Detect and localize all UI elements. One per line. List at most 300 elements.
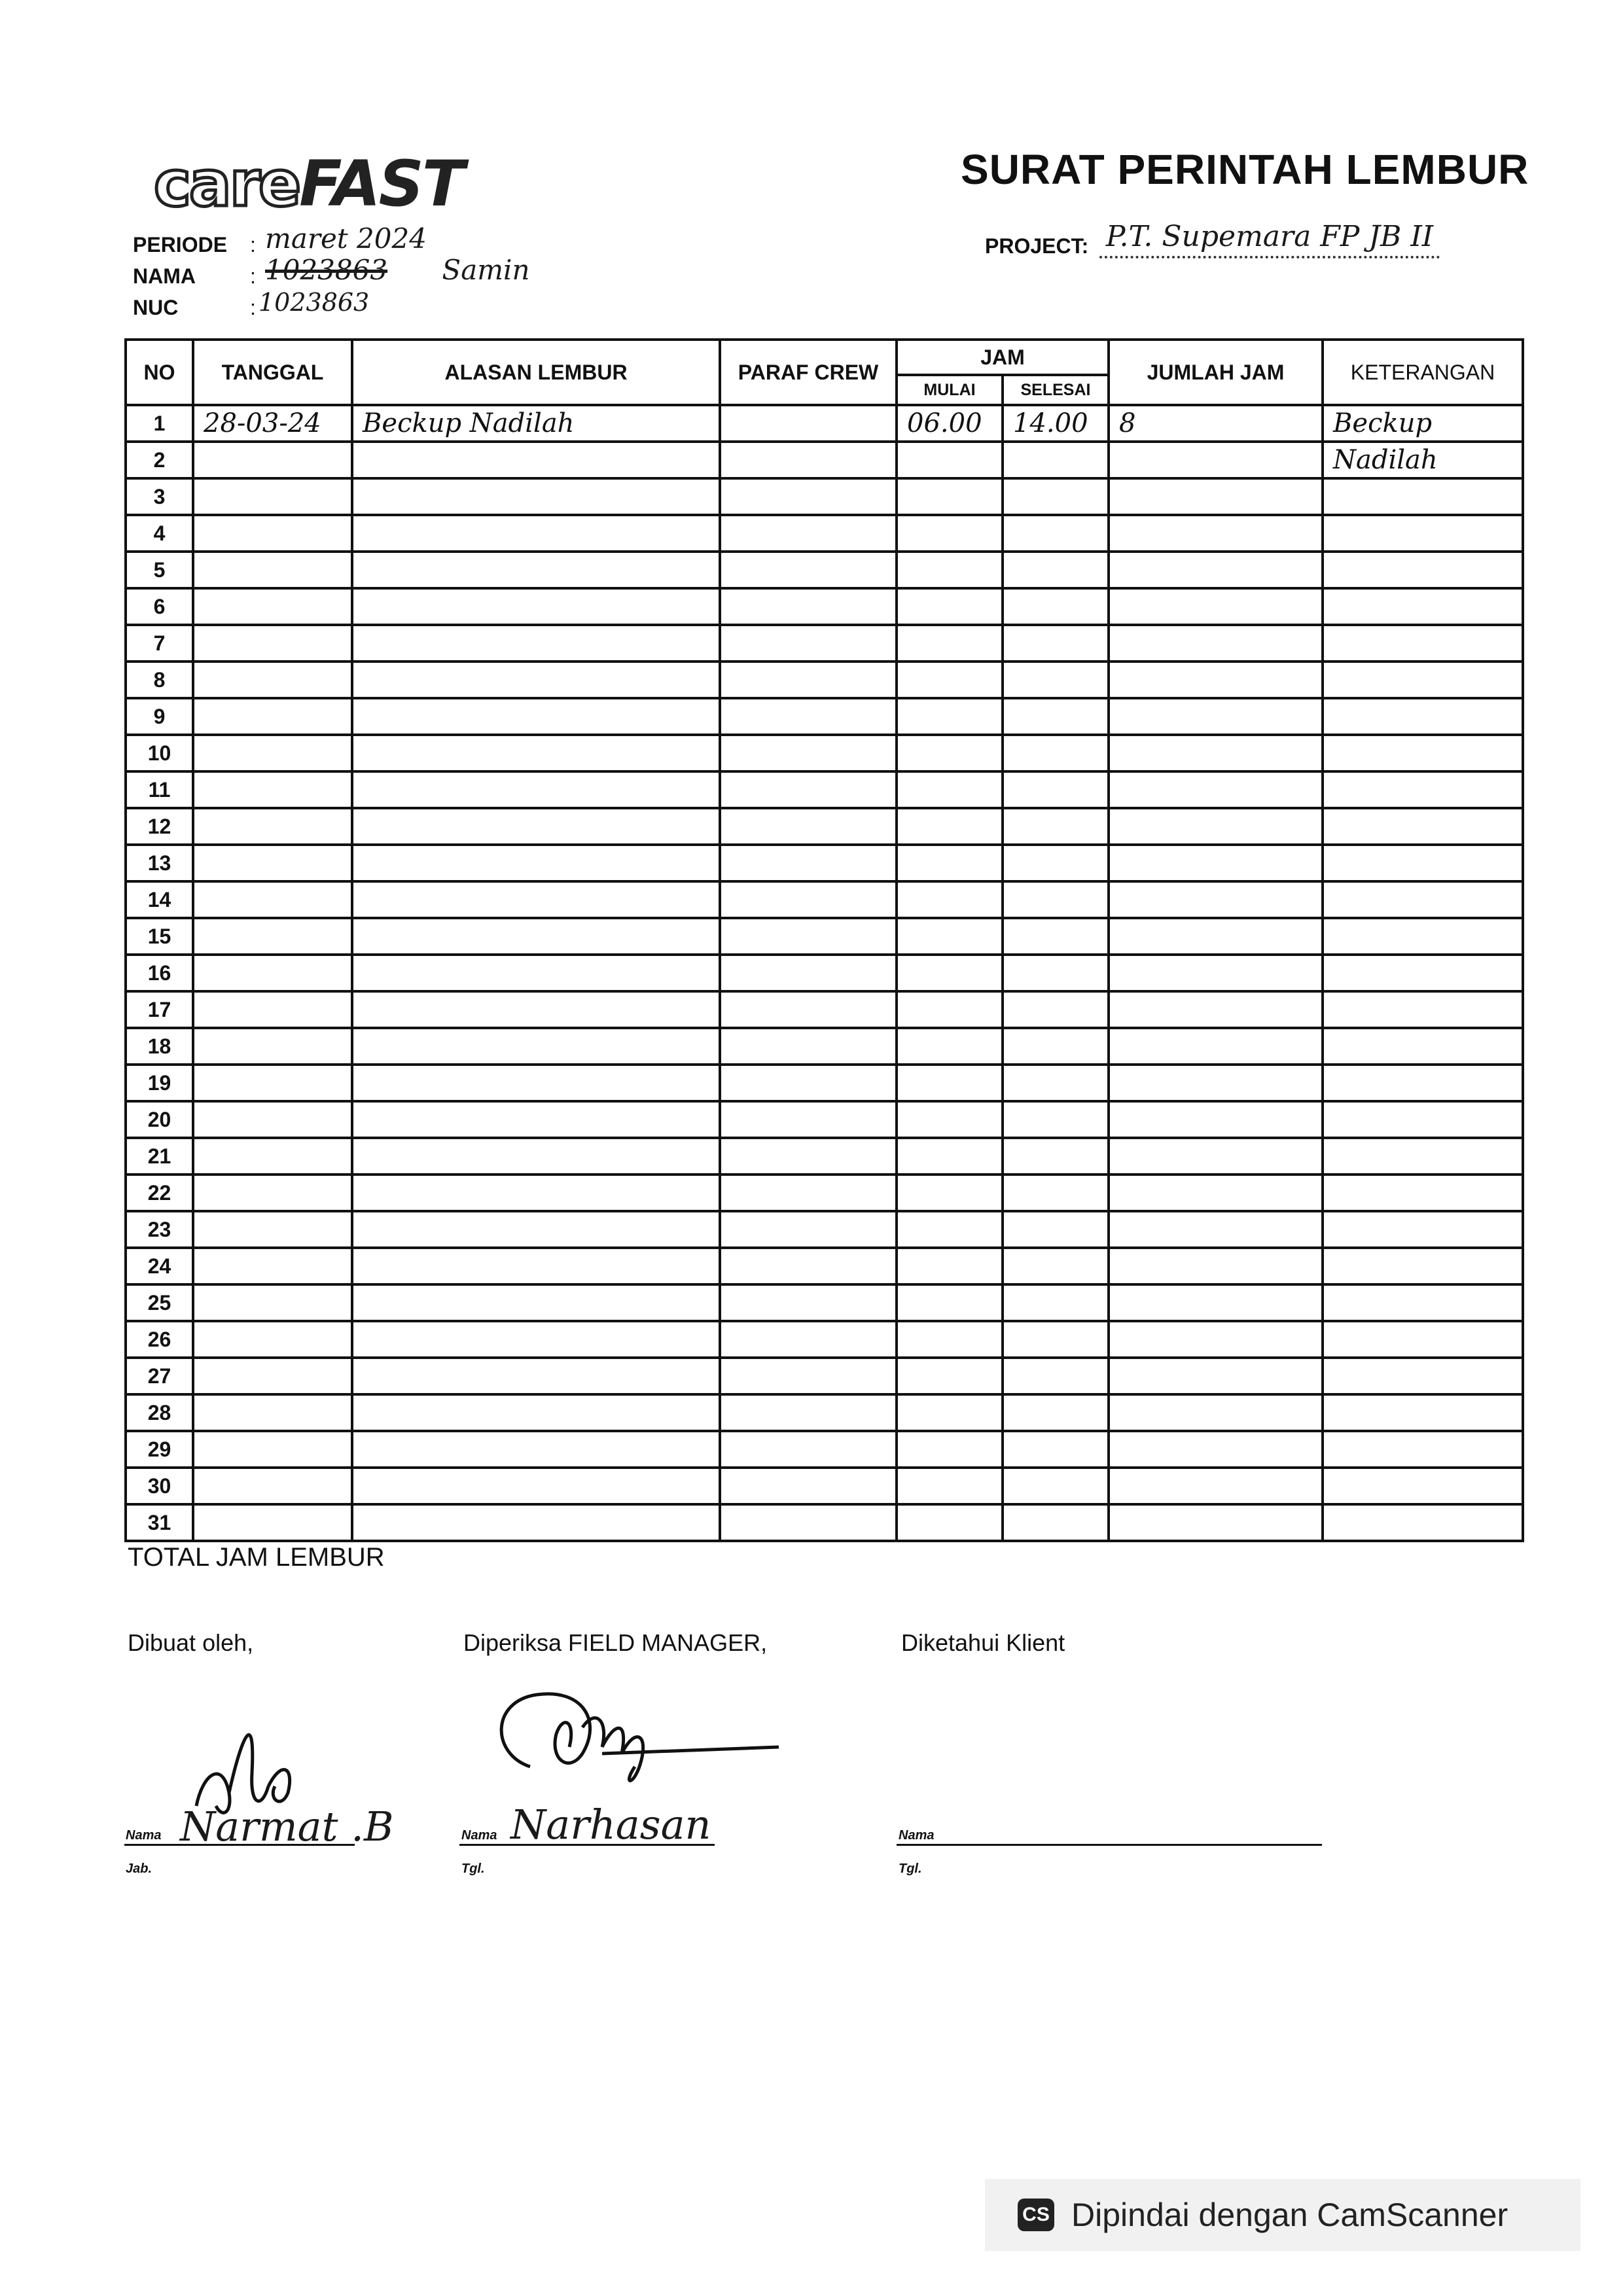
cell-jumlah	[1109, 478, 1323, 515]
table-row	[126, 881, 1523, 918]
signature-line	[459, 1844, 715, 1846]
nama-label: NAMA	[133, 264, 196, 288]
cell-alasan	[352, 1101, 720, 1138]
cell-no: 2	[126, 442, 193, 478]
cell-paraf	[720, 588, 897, 625]
cell-paraf	[720, 735, 897, 771]
cell-jumlah	[1109, 625, 1323, 662]
cell-mulai	[897, 1248, 1003, 1284]
cell-alasan	[352, 771, 720, 808]
cell-keterangan	[1323, 955, 1523, 991]
periode-value: maret 2024	[265, 222, 427, 255]
cell-mulai	[897, 552, 1003, 588]
cell-mulai	[897, 845, 1003, 881]
checked-by-name-label: Nama	[461, 1828, 497, 1843]
cell-no: 15	[126, 918, 193, 955]
total-jam-label: TOTAL JAM LEMBUR	[128, 1543, 385, 1572]
cell-keterangan	[1323, 808, 1523, 845]
cell-keterangan	[1323, 478, 1523, 515]
cell-selesai	[1003, 771, 1109, 808]
cell-paraf	[720, 918, 897, 955]
cell-keterangan	[1323, 1065, 1523, 1101]
cell-no: 30	[126, 1468, 193, 1504]
cell-jumlah	[1109, 588, 1323, 625]
cell-no: 29	[126, 1431, 193, 1468]
cell-paraf	[720, 1284, 897, 1321]
table-row	[126, 478, 1523, 515]
col-header-tanggal: TANGGAL	[193, 340, 352, 405]
cell-tanggal	[193, 1101, 352, 1138]
cell-tanggal: 28-03-24	[193, 405, 352, 442]
cell-mulai	[897, 918, 1003, 955]
camscanner-text: Dipindai dengan CamScanner	[1071, 2197, 1508, 2233]
cell-mulai	[897, 588, 1003, 625]
cell-alasan	[352, 808, 720, 845]
cell-selesai	[1003, 1211, 1109, 1248]
cell-selesai	[1003, 1394, 1109, 1431]
cell-tanggal	[193, 588, 352, 625]
cell-paraf	[720, 955, 897, 991]
cell-mulai	[897, 478, 1003, 515]
col-header-paraf: PARAF CREW	[720, 340, 897, 405]
client-sub-label: Tgl.	[899, 1862, 922, 1876]
cell-mulai	[897, 625, 1003, 662]
cell-jumlah	[1109, 1101, 1323, 1138]
cell-keterangan: Beckup	[1323, 405, 1523, 442]
cell-tanggal	[193, 442, 352, 478]
cell-paraf	[720, 1394, 897, 1431]
cell-jumlah	[1109, 991, 1323, 1028]
cell-tanggal	[193, 1138, 352, 1174]
cell-jumlah	[1109, 1321, 1323, 1358]
periode-label: PERIODE	[133, 233, 228, 256]
cell-jumlah	[1109, 735, 1323, 771]
cell-selesai	[1003, 845, 1109, 881]
cell-no: 20	[126, 1101, 193, 1138]
cell-selesai	[1003, 625, 1109, 662]
cell-alasan	[352, 662, 720, 698]
made-by-heading: Dibuat oleh,	[128, 1629, 254, 1656]
cell-selesai	[1003, 808, 1109, 845]
cell-no: 18	[126, 1028, 193, 1065]
cell-mulai	[897, 1321, 1003, 1358]
cell-selesai	[1003, 991, 1109, 1028]
cell-keterangan	[1323, 735, 1523, 771]
cell-tanggal	[193, 845, 352, 881]
cell-no: 28	[126, 1394, 193, 1431]
cell-paraf	[720, 1174, 897, 1211]
cell-alasan	[352, 1431, 720, 1468]
cell-mulai	[897, 662, 1003, 698]
cell-alasan	[352, 955, 720, 991]
table-row	[126, 1394, 1523, 1431]
cell-jumlah	[1109, 1028, 1323, 1065]
table-row	[126, 1065, 1523, 1101]
cell-jumlah	[1109, 881, 1323, 918]
cell-mulai	[897, 1028, 1003, 1065]
cell-keterangan	[1323, 588, 1523, 625]
nuc-label: NUC	[133, 296, 179, 319]
table-row	[126, 698, 1523, 735]
cell-jumlah	[1109, 698, 1323, 735]
col-header-mulai: MULAI	[897, 375, 1003, 405]
cell-jumlah	[1109, 918, 1323, 955]
cell-selesai	[1003, 918, 1109, 955]
cell-paraf	[720, 1101, 897, 1138]
cell-selesai	[1003, 588, 1109, 625]
cell-paraf	[720, 552, 897, 588]
col-header-jam: JAM	[897, 340, 1109, 375]
cell-mulai	[897, 1065, 1003, 1101]
cell-selesai	[1003, 1468, 1109, 1504]
cell-paraf	[720, 1468, 897, 1504]
cell-alasan	[352, 515, 720, 552]
col-header-selesai: SELESAI	[1003, 375, 1109, 405]
cell-no: 21	[126, 1138, 193, 1174]
project-label: PROJECT:	[985, 234, 1089, 258]
col-header-keterangan: KETERANGAN	[1323, 340, 1523, 405]
cell-mulai	[897, 991, 1003, 1028]
checked-by-name: Narhasan	[510, 1801, 711, 1848]
cell-keterangan	[1323, 1284, 1523, 1321]
table-row	[126, 1028, 1523, 1065]
cell-tanggal	[193, 1468, 352, 1504]
cell-jumlah	[1109, 1394, 1323, 1431]
overtime-table	[124, 338, 1524, 1542]
table-row	[126, 552, 1523, 588]
cell-alasan	[352, 625, 720, 662]
cell-tanggal	[193, 771, 352, 808]
table-row	[126, 1174, 1523, 1211]
cell-paraf	[720, 405, 897, 442]
cell-keterangan	[1323, 918, 1523, 955]
cell-keterangan	[1323, 1028, 1523, 1065]
cell-mulai	[897, 771, 1003, 808]
cell-mulai	[897, 1101, 1003, 1138]
cell-keterangan	[1323, 991, 1523, 1028]
cell-paraf	[720, 991, 897, 1028]
cell-selesai	[1003, 1028, 1109, 1065]
cell-no: 3	[126, 478, 193, 515]
made-by-sub-label: Jab.	[126, 1862, 152, 1876]
cell-no: 8	[126, 662, 193, 698]
cell-mulai	[897, 1394, 1003, 1431]
cell-alasan	[352, 881, 720, 918]
cell-keterangan	[1323, 1468, 1523, 1504]
cell-keterangan: Nadilah	[1323, 442, 1523, 478]
cell-no: 24	[126, 1248, 193, 1284]
cell-selesai	[1003, 1138, 1109, 1174]
cell-no: 16	[126, 955, 193, 991]
cell-no: 10	[126, 735, 193, 771]
cell-selesai	[1003, 1284, 1109, 1321]
cell-selesai	[1003, 1248, 1109, 1284]
cell-alasan	[352, 1174, 720, 1211]
cell-mulai: 06.00	[897, 405, 1003, 442]
cell-jumlah	[1109, 552, 1323, 588]
cell-keterangan	[1323, 1321, 1523, 1358]
table-row	[126, 1248, 1523, 1284]
signature-line	[897, 1844, 1322, 1846]
table-row	[126, 1358, 1523, 1394]
col-header-alasan: ALASAN LEMBUR	[352, 340, 720, 405]
cell-no: 13	[126, 845, 193, 881]
cell-keterangan	[1323, 1358, 1523, 1394]
made-by-name: Narmat .B	[180, 1803, 394, 1850]
cell-selesai	[1003, 478, 1109, 515]
table-row	[126, 1468, 1523, 1504]
cell-paraf	[720, 1504, 897, 1541]
cell-alasan	[352, 1504, 720, 1541]
cell-no: 19	[126, 1065, 193, 1101]
table-body	[126, 405, 1523, 1541]
cell-no: 7	[126, 625, 193, 662]
cell-jumlah	[1109, 1431, 1323, 1468]
table-row	[126, 845, 1523, 881]
cell-keterangan	[1323, 1138, 1523, 1174]
cell-jumlah	[1109, 1248, 1323, 1284]
cell-mulai	[897, 1504, 1003, 1541]
cell-paraf	[720, 1065, 897, 1101]
cell-jumlah	[1109, 1358, 1323, 1394]
cell-mulai	[897, 1211, 1003, 1248]
cell-no: 5	[126, 552, 193, 588]
cell-tanggal	[193, 1321, 352, 1358]
cell-paraf	[720, 845, 897, 881]
cell-no: 14	[126, 881, 193, 918]
cell-alasan	[352, 1321, 720, 1358]
cell-keterangan	[1323, 845, 1523, 881]
cell-tanggal	[193, 1028, 352, 1065]
cell-paraf	[720, 771, 897, 808]
client-name-label: Nama	[899, 1828, 935, 1843]
cell-no: 11	[126, 771, 193, 808]
cell-alasan	[352, 1358, 720, 1394]
cell-no: 9	[126, 698, 193, 735]
cell-tanggal	[193, 735, 352, 771]
cell-mulai	[897, 1284, 1003, 1321]
cell-mulai	[897, 735, 1003, 771]
colon: :	[250, 233, 256, 256]
cell-tanggal	[193, 515, 352, 552]
table-row	[126, 808, 1523, 845]
cell-jumlah: 8	[1109, 405, 1323, 442]
cell-no: 31	[126, 1504, 193, 1541]
cell-paraf	[720, 515, 897, 552]
cell-alasan	[352, 478, 720, 515]
table-row	[126, 515, 1523, 552]
cell-alasan	[352, 1065, 720, 1101]
cell-no: 23	[126, 1211, 193, 1248]
cell-mulai	[897, 698, 1003, 735]
table-row	[126, 771, 1523, 808]
table-row	[126, 1504, 1523, 1541]
cell-tanggal	[193, 918, 352, 955]
cell-mulai	[897, 1174, 1003, 1211]
cell-paraf	[720, 698, 897, 735]
cell-paraf	[720, 808, 897, 845]
cell-selesai	[1003, 1174, 1109, 1211]
cell-tanggal	[193, 662, 352, 698]
table-row	[126, 1101, 1523, 1138]
cell-no: 1	[126, 405, 193, 442]
cell-paraf	[720, 1211, 897, 1248]
signature-line	[124, 1844, 355, 1846]
table-row	[126, 1321, 1523, 1358]
cell-jumlah	[1109, 845, 1323, 881]
cell-mulai	[897, 808, 1003, 845]
cell-selesai	[1003, 1321, 1109, 1358]
cell-tanggal	[193, 808, 352, 845]
cell-tanggal	[193, 625, 352, 662]
cell-selesai	[1003, 1065, 1109, 1101]
cell-keterangan	[1323, 552, 1523, 588]
cell-paraf	[720, 1431, 897, 1468]
cell-alasan	[352, 1028, 720, 1065]
cell-paraf	[720, 1358, 897, 1394]
cell-jumlah	[1109, 1065, 1323, 1101]
cell-tanggal	[193, 1358, 352, 1394]
cell-no: 12	[126, 808, 193, 845]
cell-paraf	[720, 881, 897, 918]
carefast-logo: careFAST	[154, 147, 463, 221]
cell-jumlah	[1109, 1211, 1323, 1248]
cell-selesai	[1003, 1504, 1109, 1541]
project-value: P.T. Supemara FP JB II	[1099, 220, 1440, 258]
cell-tanggal	[193, 991, 352, 1028]
cell-no: 6	[126, 588, 193, 625]
cell-alasan	[352, 588, 720, 625]
cell-jumlah	[1109, 1284, 1323, 1321]
client-heading: Diketahui Klient	[901, 1629, 1065, 1656]
nuc-value: 1023863	[259, 288, 370, 317]
cell-selesai	[1003, 515, 1109, 552]
cell-alasan	[352, 1248, 720, 1284]
table-row	[126, 1284, 1523, 1321]
table-row	[126, 405, 1523, 442]
cell-jumlah	[1109, 771, 1323, 808]
cell-alasan	[352, 845, 720, 881]
cell-alasan	[352, 1284, 720, 1321]
cell-jumlah	[1109, 1468, 1323, 1504]
table-row	[126, 918, 1523, 955]
table-row	[126, 1211, 1523, 1248]
cell-keterangan	[1323, 1394, 1523, 1431]
cell-selesai	[1003, 955, 1109, 991]
cell-tanggal	[193, 955, 352, 991]
cell-jumlah	[1109, 1174, 1323, 1211]
cell-selesai	[1003, 881, 1109, 918]
cell-mulai	[897, 955, 1003, 991]
checked-by-sub-label: Tgl.	[461, 1862, 485, 1876]
cell-tanggal	[193, 1394, 352, 1431]
cell-no: 25	[126, 1284, 193, 1321]
cell-alasan	[352, 1468, 720, 1504]
cell-keterangan	[1323, 625, 1523, 662]
cell-mulai	[897, 515, 1003, 552]
cell-no: 27	[126, 1358, 193, 1394]
cell-keterangan	[1323, 1504, 1523, 1541]
nama-value: Samin	[442, 254, 530, 286]
cell-paraf	[720, 1028, 897, 1065]
cell-no: 22	[126, 1174, 193, 1211]
cell-tanggal	[193, 1211, 352, 1248]
cell-keterangan	[1323, 771, 1523, 808]
cell-mulai	[897, 1431, 1003, 1468]
cell-keterangan	[1323, 698, 1523, 735]
cell-selesai	[1003, 735, 1109, 771]
cell-paraf	[720, 1248, 897, 1284]
cell-alasan: Beckup Nadilah	[352, 405, 720, 442]
made-by-name-label: Nama	[126, 1828, 162, 1843]
cell-keterangan	[1323, 1174, 1523, 1211]
cell-selesai	[1003, 1101, 1109, 1138]
cell-mulai	[897, 1358, 1003, 1394]
nama-struck-value: 1023863	[265, 254, 388, 286]
table-row	[126, 955, 1523, 991]
camscanner-banner	[985, 2179, 1580, 2251]
cell-keterangan	[1323, 881, 1523, 918]
cell-no: 4	[126, 515, 193, 552]
cell-alasan	[352, 735, 720, 771]
table-row	[126, 442, 1523, 478]
checked-by-heading: Diperiksa FIELD MANAGER,	[463, 1629, 768, 1656]
nama-value-field	[265, 254, 530, 286]
table-row	[126, 588, 1523, 625]
cell-tanggal	[193, 1248, 352, 1284]
cell-selesai: 14.00	[1003, 405, 1109, 442]
cell-jumlah	[1109, 955, 1323, 991]
cell-tanggal	[193, 1065, 352, 1101]
cell-selesai	[1003, 662, 1109, 698]
cell-tanggal	[193, 881, 352, 918]
cell-jumlah	[1109, 442, 1323, 478]
colon: :	[250, 296, 256, 319]
cell-alasan	[352, 918, 720, 955]
cell-tanggal	[193, 698, 352, 735]
cell-keterangan	[1323, 1248, 1523, 1284]
cell-tanggal	[193, 552, 352, 588]
table-row	[126, 662, 1523, 698]
checked-by-signature	[484, 1682, 798, 1799]
cell-paraf	[720, 662, 897, 698]
cell-selesai	[1003, 552, 1109, 588]
cell-tanggal	[193, 1431, 352, 1468]
cell-selesai	[1003, 442, 1109, 478]
table-row	[126, 1431, 1523, 1468]
cell-keterangan	[1323, 1431, 1523, 1468]
cell-no: 17	[126, 991, 193, 1028]
cell-paraf	[720, 1138, 897, 1174]
cell-alasan	[352, 1394, 720, 1431]
cell-mulai	[897, 1138, 1003, 1174]
cell-alasan	[352, 1138, 720, 1174]
col-header-no: NO	[126, 340, 193, 405]
table-row	[126, 625, 1523, 662]
cell-mulai	[897, 1468, 1003, 1504]
cell-jumlah	[1109, 515, 1323, 552]
cell-alasan	[352, 552, 720, 588]
cell-selesai	[1003, 698, 1109, 735]
cell-paraf	[720, 442, 897, 478]
camscanner-icon: CS	[1018, 2199, 1054, 2231]
cell-jumlah	[1109, 1138, 1323, 1174]
cell-tanggal	[193, 1504, 352, 1541]
cell-mulai	[897, 442, 1003, 478]
cell-jumlah	[1109, 808, 1323, 845]
document-title: SURAT PERINTAH LEMBUR	[961, 146, 1529, 193]
cell-tanggal	[193, 1284, 352, 1321]
